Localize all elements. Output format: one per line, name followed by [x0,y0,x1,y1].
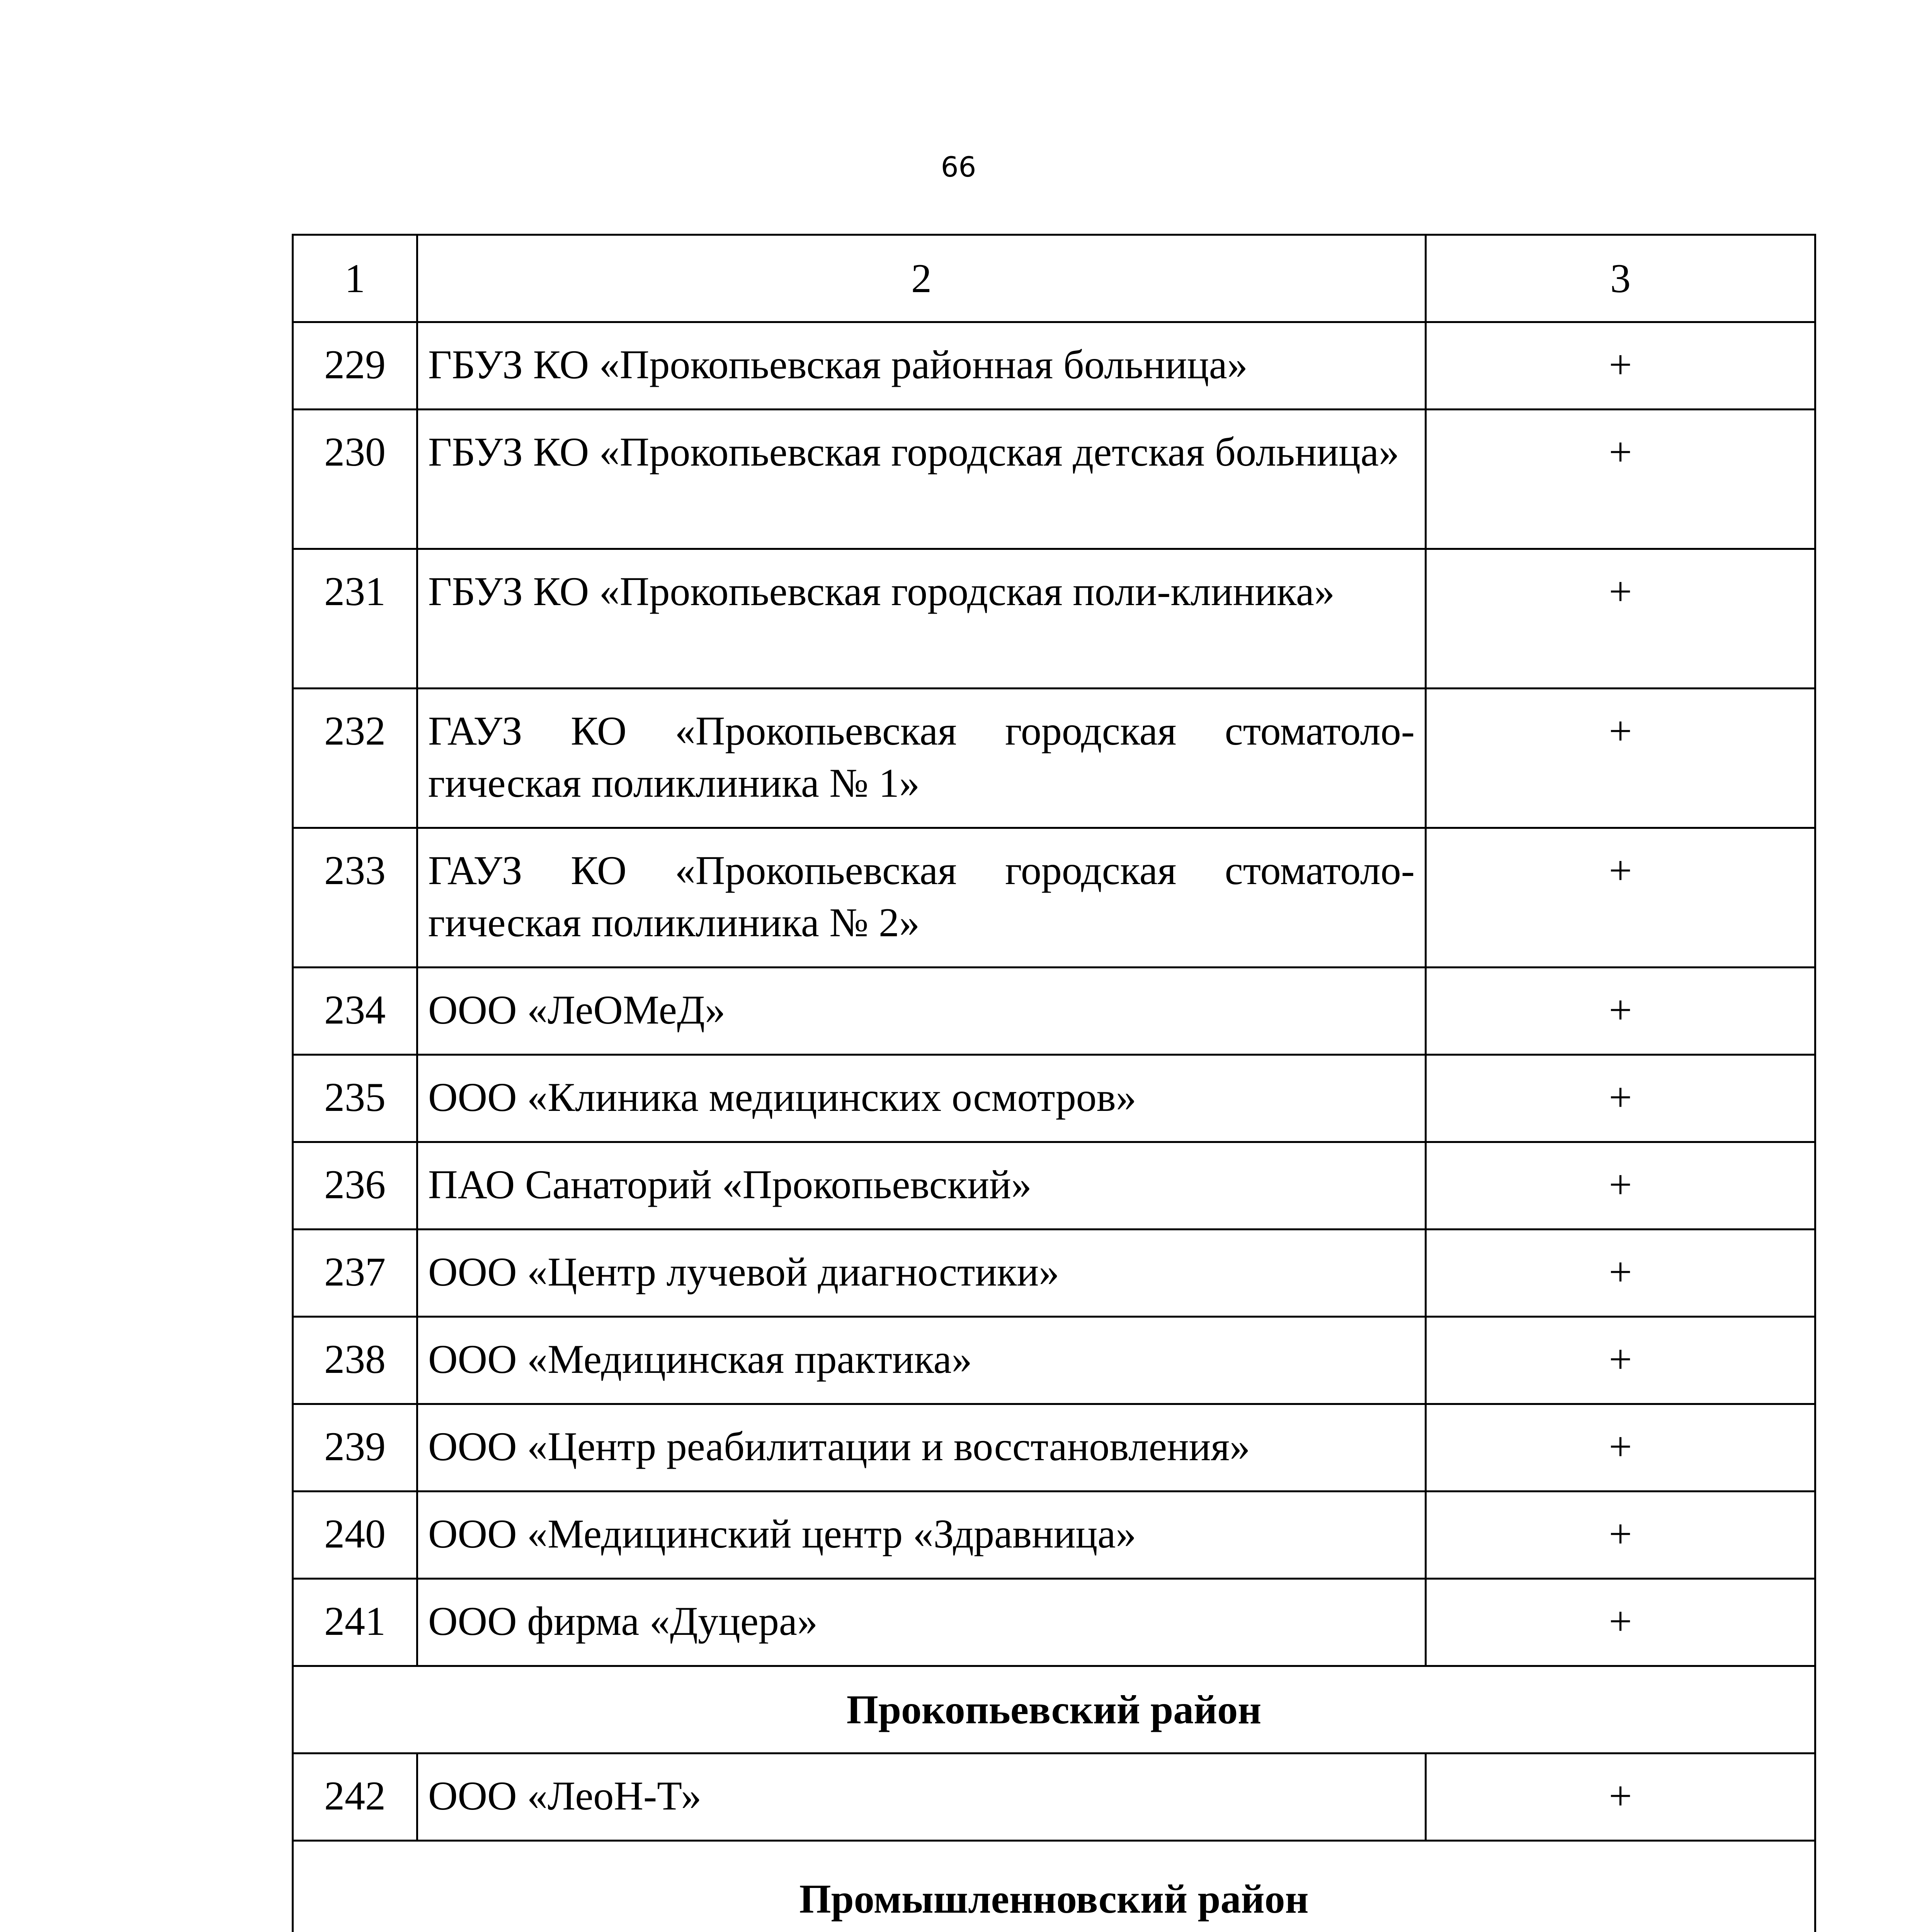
table-row [293,322,1815,410]
section-row-promyshlennovsky [293,1841,1815,1932]
organization-name: ГБУЗ КО «Прокопьевская районная больница» [417,322,1426,410]
organization-name: ГАУЗ КО «Прокопьевская городская стоматоло-гическая поликлиника № 1» [417,689,1426,828]
organization-name: ООО «Центр лучевой диагностики» [417,1230,1426,1317]
mark-cell: + [1426,1404,1815,1492]
organization-name: ПАО Санаторий «Прокопьевский» [417,1142,1426,1230]
mark-cell: + [1426,689,1815,828]
row-number: 232 [293,689,417,828]
row-number: 242 [293,1753,417,1841]
row-number: 236 [293,1142,417,1230]
mark-cell: + [1426,1317,1815,1404]
table-row [293,1142,1815,1230]
mark-cell: + [1426,828,1815,968]
table-row [293,1055,1815,1142]
mark-cell: + [1426,1492,1815,1579]
mark-cell: + [1426,1753,1815,1841]
table-row [293,1404,1815,1492]
organization-name: ООО «ЛеоН-Т» [417,1753,1426,1841]
row-number: 233 [293,828,417,968]
organizations-table [292,234,1816,1932]
mark-cell: + [1426,968,1815,1055]
organization-name: ООО «Медицинский центр «Здравница» [417,1492,1426,1579]
mark-cell: + [1426,549,1815,689]
page-number: 66 [941,151,976,183]
header-col-3: 3 [1426,235,1815,322]
table-header-row [293,235,1815,322]
mark-cell: + [1426,410,1815,549]
row-number: 234 [293,968,417,1055]
table-row [293,1579,1815,1666]
row-number: 231 [293,549,417,689]
row-number: 237 [293,1230,417,1317]
organization-name: ГАУЗ КО «Прокопьевская городская стоматоло-гическая поликлиника № 2» [417,828,1426,968]
organization-name: ГБУЗ КО «Прокопьевская городская поли-клиника» [417,549,1426,689]
row-number: 239 [293,1404,417,1492]
table-row [293,549,1815,689]
row-number: 229 [293,322,417,410]
table-row [293,1317,1815,1404]
organization-name: ООО фирма «Дуцера» [417,1579,1426,1666]
organization-name: ООО «Медицинская практика» [417,1317,1426,1404]
mark-cell: + [1426,1055,1815,1142]
row-number: 235 [293,1055,417,1142]
row-number: 238 [293,1317,417,1404]
organization-name: ГБУЗ КО «Прокопьевская городская детская больница» [417,410,1426,549]
section-title: Прокопьевский район [293,1666,1815,1753]
row-number: 241 [293,1579,417,1666]
table-row [293,1230,1815,1317]
organization-name: ООО «Центр реабилитации и восстановления» [417,1404,1426,1492]
mark-cell: + [1426,1579,1815,1666]
header-col-1: 1 [293,235,417,322]
table-row [293,410,1815,549]
header-col-2: 2 [417,235,1426,322]
mark-cell: + [1426,1142,1815,1230]
organization-name: ООО «Клиника медицинских осмотров» [417,1055,1426,1142]
mark-cell: + [1426,1230,1815,1317]
section-title: Промышленновский район [293,1841,1815,1932]
mark-cell: + [1426,322,1815,410]
organization-name: ООО «ЛеОМеД» [417,968,1426,1055]
section-row-prokopyevsky [293,1666,1815,1753]
table-row [293,828,1815,968]
table-row [293,1492,1815,1579]
table-row [293,1753,1815,1841]
row-number: 240 [293,1492,417,1579]
row-number: 230 [293,410,417,549]
table-row [293,689,1815,828]
table-row [293,968,1815,1055]
